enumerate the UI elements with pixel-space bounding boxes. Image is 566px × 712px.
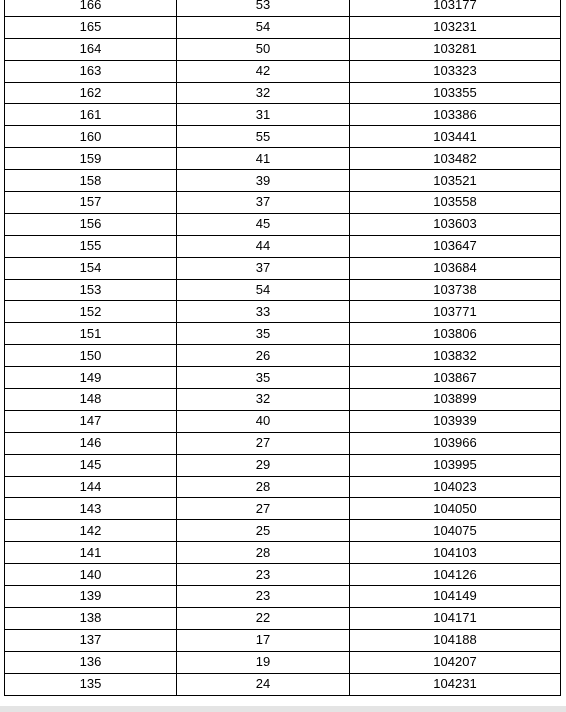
table-row: [5, 60, 561, 82]
table-row: [5, 498, 561, 520]
table-cell: 103323: [350, 60, 561, 82]
table-cell: 103231: [350, 16, 561, 38]
table-cell: 32: [177, 389, 350, 411]
table-cell: 164: [5, 38, 177, 60]
table-cell: 157: [5, 192, 177, 214]
table-cell: 37: [177, 257, 350, 279]
table-cell: 160: [5, 126, 177, 148]
table-cell: 103867: [350, 367, 561, 389]
table-cell: 28: [177, 476, 350, 498]
table-cell: 54: [177, 279, 350, 301]
table-row: [5, 170, 561, 192]
table-row: [5, 432, 561, 454]
table-cell: 104231: [350, 673, 561, 695]
table-cell: 39: [177, 170, 350, 192]
table-cell: 103995: [350, 454, 561, 476]
table-row: [5, 564, 561, 586]
table-cell: 22: [177, 607, 350, 629]
table-cell: 42: [177, 60, 350, 82]
table-cell: 158: [5, 170, 177, 192]
table-cell: 154: [5, 257, 177, 279]
table-cell: 103647: [350, 235, 561, 257]
table-cell: 33: [177, 301, 350, 323]
table-cell: 159: [5, 148, 177, 170]
table-cell: 27: [177, 498, 350, 520]
table-cell: 35: [177, 367, 350, 389]
table-row: [5, 323, 561, 345]
table-cell: 103771: [350, 301, 561, 323]
table-cell: 44: [177, 235, 350, 257]
table-cell: 17: [177, 629, 350, 651]
table-row: [5, 0, 561, 16]
table-cell: 32: [177, 82, 350, 104]
table-cell: 104023: [350, 476, 561, 498]
table-cell: 50: [177, 38, 350, 60]
table-cell: 146: [5, 432, 177, 454]
table-cell: 140: [5, 564, 177, 586]
table-cell: 24: [177, 673, 350, 695]
table-row: [5, 542, 561, 564]
table-row: [5, 629, 561, 651]
table-cell: 40: [177, 410, 350, 432]
table-cell: 149: [5, 367, 177, 389]
table-cell: 104075: [350, 520, 561, 542]
table-cell: 103281: [350, 38, 561, 60]
table-row: [5, 126, 561, 148]
table-cell: 103603: [350, 213, 561, 235]
table-cell: 29: [177, 454, 350, 476]
table-cell: 103684: [350, 257, 561, 279]
table-cell: 163: [5, 60, 177, 82]
table-cell: 162: [5, 82, 177, 104]
table-cell: 103738: [350, 279, 561, 301]
table-row: [5, 345, 561, 367]
table-cell: 26: [177, 345, 350, 367]
table-cell: 161: [5, 104, 177, 126]
table-cell: 135: [5, 673, 177, 695]
table-row: [5, 235, 561, 257]
table-row: [5, 454, 561, 476]
table-cell: 103482: [350, 148, 561, 170]
table-cell: 54: [177, 16, 350, 38]
table-cell: 103441: [350, 126, 561, 148]
table-cell: 144: [5, 476, 177, 498]
table-cell: 148: [5, 389, 177, 411]
table-row: [5, 16, 561, 38]
table-cell: 53: [177, 0, 350, 16]
bottom-edge: [0, 706, 566, 712]
table-row: [5, 476, 561, 498]
table-cell: 145: [5, 454, 177, 476]
table-cell: 137: [5, 629, 177, 651]
table-row: [5, 82, 561, 104]
table-cell: 104171: [350, 607, 561, 629]
table-cell: 103899: [350, 389, 561, 411]
table-row: [5, 104, 561, 126]
table-cell: 35: [177, 323, 350, 345]
table-body: [5, 0, 561, 695]
table-cell: 104149: [350, 586, 561, 608]
table-row: [5, 367, 561, 389]
table-cell: 37: [177, 192, 350, 214]
table-cell: 27: [177, 432, 350, 454]
table-row: [5, 673, 561, 695]
table-row: [5, 651, 561, 673]
table-row: [5, 38, 561, 60]
table-cell: 103966: [350, 432, 561, 454]
table-row: [5, 607, 561, 629]
table-cell: 103939: [350, 410, 561, 432]
table-cell: 136: [5, 651, 177, 673]
table-cell: 166: [5, 0, 177, 16]
table-cell: 104050: [350, 498, 561, 520]
table-cell: 55: [177, 126, 350, 148]
table-cell: 25: [177, 520, 350, 542]
table-cell: 103386: [350, 104, 561, 126]
table-cell: 23: [177, 586, 350, 608]
table-cell: 151: [5, 323, 177, 345]
table-row: [5, 301, 561, 323]
table-cell: 104188: [350, 629, 561, 651]
table-cell: 156: [5, 213, 177, 235]
table-row: [5, 148, 561, 170]
table-row: [5, 279, 561, 301]
table-row: [5, 213, 561, 235]
table-cell: 28: [177, 542, 350, 564]
table-cell: 41: [177, 148, 350, 170]
table-cell: 142: [5, 520, 177, 542]
table-cell: 103521: [350, 170, 561, 192]
table-row: [5, 520, 561, 542]
table-row: [5, 192, 561, 214]
table-cell: 19: [177, 651, 350, 673]
table-cell: 152: [5, 301, 177, 323]
table-cell: 103355: [350, 82, 561, 104]
table-cell: 139: [5, 586, 177, 608]
table-cell: 45: [177, 213, 350, 235]
table-cell: 23: [177, 564, 350, 586]
data-table: [4, 0, 561, 696]
table-cell: 138: [5, 607, 177, 629]
table-row: [5, 410, 561, 432]
table-cell: 104126: [350, 564, 561, 586]
table-cell: 150: [5, 345, 177, 367]
table-cell: 104207: [350, 651, 561, 673]
table-row: [5, 586, 561, 608]
table-cell: 103177: [350, 0, 561, 16]
table-row: [5, 257, 561, 279]
table-cell: 103832: [350, 345, 561, 367]
table-cell: 103558: [350, 192, 561, 214]
table-cell: 103806: [350, 323, 561, 345]
table-cell: 141: [5, 542, 177, 564]
table-cell: 31: [177, 104, 350, 126]
table-cell: 143: [5, 498, 177, 520]
table-row: [5, 389, 561, 411]
table-cell: 165: [5, 16, 177, 38]
table-cell: 147: [5, 410, 177, 432]
table-cell: 155: [5, 235, 177, 257]
table-cell: 153: [5, 279, 177, 301]
table-cell: 104103: [350, 542, 561, 564]
